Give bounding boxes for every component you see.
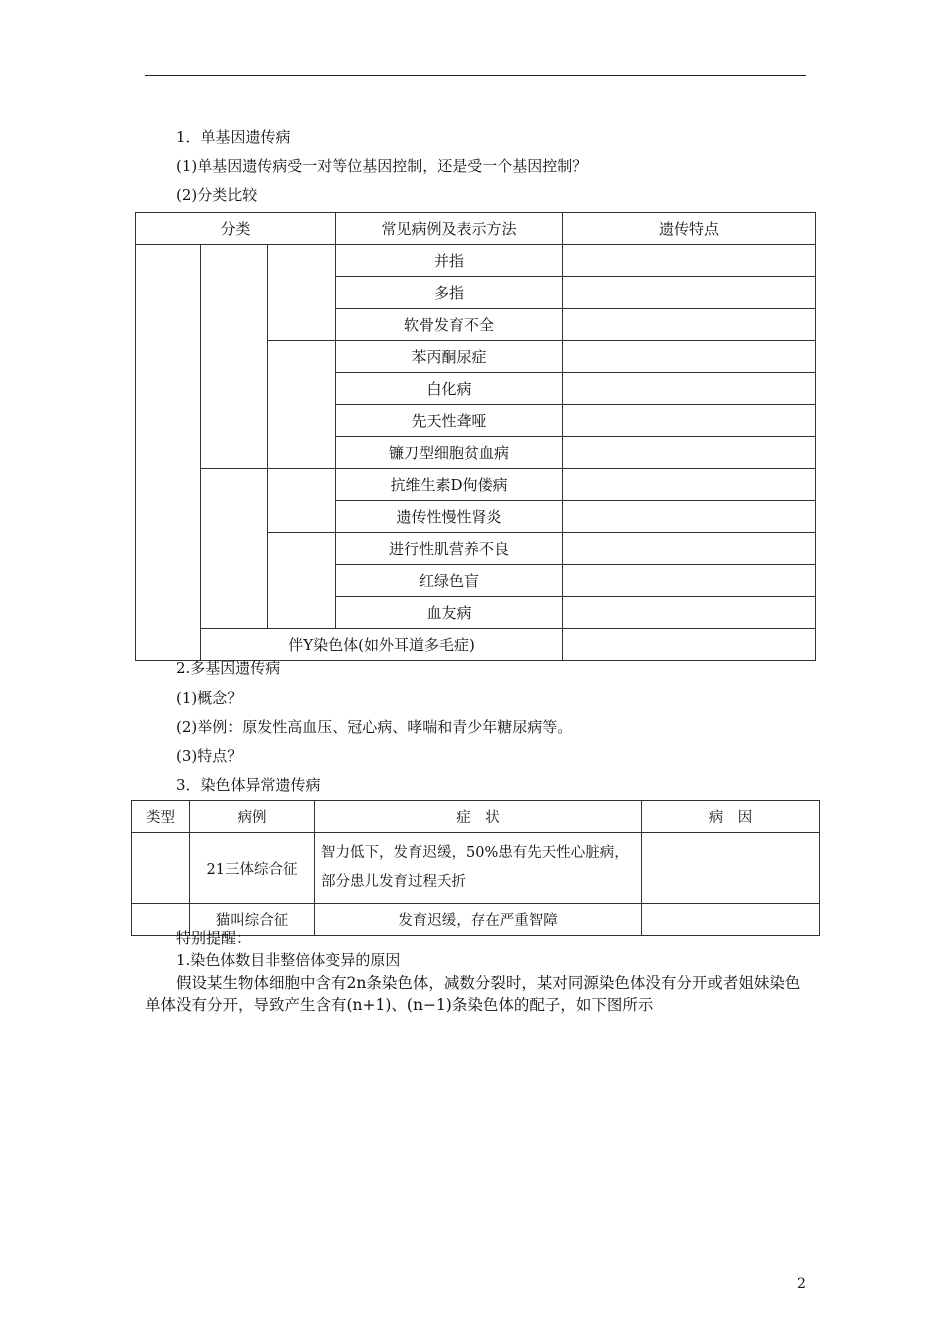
feature-cell bbox=[563, 469, 816, 501]
feature-cell bbox=[563, 309, 816, 341]
table-row bbox=[136, 469, 816, 501]
example-cell: 遗传性慢性肾炎 bbox=[336, 501, 563, 533]
feature-cell bbox=[563, 373, 816, 405]
header-examples: 常见病例及表示方法 bbox=[336, 213, 563, 245]
table-row bbox=[136, 629, 816, 661]
feature-cell bbox=[563, 629, 816, 661]
section-2-question-1: (1)概念？ bbox=[176, 689, 243, 707]
feature-cell bbox=[563, 437, 816, 469]
example-cell: 软骨发育不全 bbox=[336, 309, 563, 341]
category-cell bbox=[201, 245, 268, 469]
example-cell: 并指 bbox=[336, 245, 563, 277]
example-cell: 苯丙酮尿症 bbox=[336, 341, 563, 373]
category-cell bbox=[268, 533, 336, 629]
example-cell: 白化病 bbox=[336, 373, 563, 405]
header-category: 分类 bbox=[136, 213, 336, 245]
symptom-cell: 智力低下，发育迟缓，50%患有先天性心脏病，部分患儿发育过程夭折 bbox=[315, 833, 642, 904]
example-cell: 红绿色盲 bbox=[336, 565, 563, 597]
table-header-row bbox=[132, 801, 820, 833]
table-row bbox=[132, 833, 820, 904]
section-2-title: 2.多基因遗传病 bbox=[176, 659, 281, 677]
symptom-cell: 发育迟缓，存在严重智障 bbox=[315, 904, 642, 936]
example-cell: 进行性肌营养不良 bbox=[336, 533, 563, 565]
section-1-title: 1．单基因遗传病 bbox=[176, 128, 291, 146]
feature-cell bbox=[563, 405, 816, 437]
section-1-question-2: (2)分类比较 bbox=[176, 186, 258, 204]
header-features: 遗传特点 bbox=[563, 213, 816, 245]
feature-cell bbox=[563, 245, 816, 277]
page-number: 2 bbox=[797, 1276, 806, 1292]
table-row bbox=[136, 245, 816, 277]
section-2-example: (2)举例：原发性高血压、冠心病、哮喘和青少年糖尿病等。 bbox=[176, 718, 573, 736]
feature-cell bbox=[563, 277, 816, 309]
example-cell: 伴Y染色体(如外耳道多毛症) bbox=[201, 629, 563, 661]
classification-table bbox=[135, 212, 816, 661]
chromosome-disease-table bbox=[131, 800, 820, 936]
feature-cell bbox=[563, 501, 816, 533]
section-2-question-3: (3)特点？ bbox=[176, 747, 243, 765]
category-cell bbox=[268, 341, 336, 469]
category-cell bbox=[268, 469, 336, 533]
header-cause: 病 因 bbox=[642, 801, 820, 833]
category-cell bbox=[136, 245, 201, 661]
section-3-title: 3．染色体异常遗传病 bbox=[176, 776, 321, 794]
type-cell bbox=[132, 833, 190, 904]
header-example: 病例 bbox=[190, 801, 315, 833]
table-header-row bbox=[136, 213, 816, 245]
cause-cell bbox=[642, 904, 820, 936]
example-cell: 抗维生素D佝偻病 bbox=[336, 469, 563, 501]
note-title: 特别提醒： bbox=[176, 929, 252, 947]
cause-cell bbox=[642, 833, 820, 904]
example-cell: 镰刀型细胞贫血病 bbox=[336, 437, 563, 469]
category-cell bbox=[268, 245, 336, 341]
category-cell bbox=[201, 469, 268, 629]
header-rule bbox=[145, 75, 806, 76]
example-cell: 血友病 bbox=[336, 597, 563, 629]
note-paragraph: 假设某生物体细胞中含有2n条染色体，减数分裂时，某对同源染色体没有分开或者姐妹染色单体没有分开，导致产生含有(n+1)、(n−1)条染色体的配子，如下图所示 bbox=[145, 974, 801, 1014]
header-type: 类型 bbox=[132, 801, 190, 833]
note-heading-1: 1.染色体数目非整倍体变异的原因 bbox=[176, 951, 401, 969]
section-1-question-1: (1)单基因遗传病受一对等位基因控制，还是受一个基因控制？ bbox=[176, 157, 588, 175]
feature-cell bbox=[563, 565, 816, 597]
feature-cell bbox=[563, 597, 816, 629]
feature-cell bbox=[563, 533, 816, 565]
header-symptom: 症 状 bbox=[315, 801, 642, 833]
example-cell: 先天性聋哑 bbox=[336, 405, 563, 437]
feature-cell bbox=[563, 341, 816, 373]
example-cell: 多指 bbox=[336, 277, 563, 309]
example-cell: 21三体综合征 bbox=[190, 833, 315, 904]
example-cell: 猫叫综合征 bbox=[190, 904, 315, 936]
